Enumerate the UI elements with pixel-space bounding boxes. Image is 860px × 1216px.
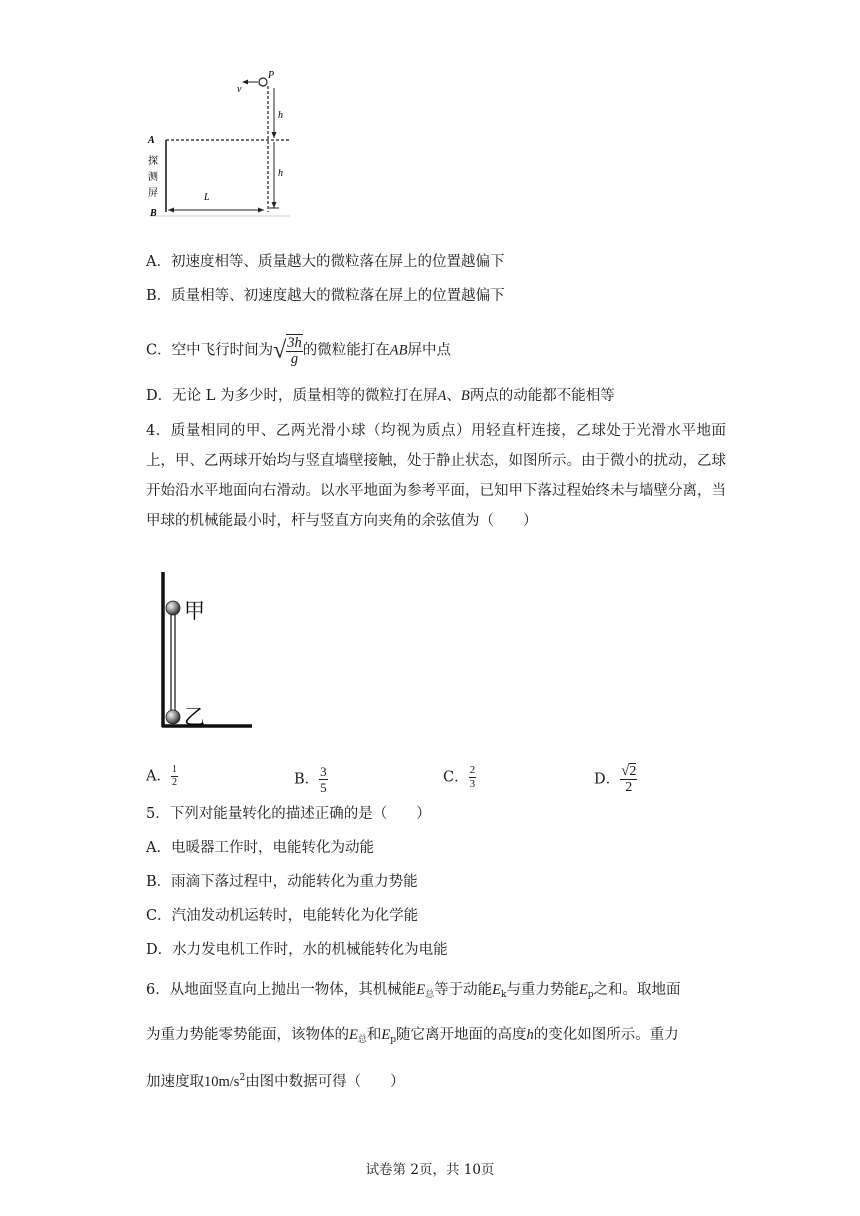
q3-option-c-prefix: C．空中飞行时间为 <box>146 342 274 359</box>
q5-option-a: A．电暖器工作时，电能转化为动能 <box>146 840 374 856</box>
q3-option-d-end: 两点的动能都不能相等 <box>469 388 615 404</box>
screen-char-3: 屏 <box>148 188 158 199</box>
q4-option-d-label: D． <box>594 771 621 788</box>
q3-option-d-sep: 、 <box>446 388 461 404</box>
q6-sub-p-2: p <box>390 1035 396 1045</box>
sqrt-denominator: g <box>290 351 299 367</box>
q3-option-c <box>146 334 451 367</box>
q6-line-1 <box>146 980 681 1005</box>
ball-jia-label: 甲 <box>184 599 205 623</box>
q5-option-b: B．雨滴下落过程中，动能转化为重力势能 <box>146 874 418 890</box>
q4-option-d <box>594 764 637 795</box>
label-h-lower: h <box>278 168 283 179</box>
q3-option-c-suffix: 的微粒能打在 <box>302 342 390 359</box>
label-b: B <box>150 208 157 219</box>
q4-option-a-label: A． <box>146 768 171 785</box>
q4-option-d-num: √2 <box>621 763 637 779</box>
q4-option-b-den: 5 <box>320 780 327 795</box>
q4-option-c-label: C． <box>443 769 469 786</box>
q4-option-b-label: B． <box>294 771 320 788</box>
q6-l3-a: 加速度取 <box>146 1074 204 1090</box>
q4-option-a-num: 1 <box>171 764 177 775</box>
q6-sub-total-2: 总 <box>357 1035 367 1045</box>
q5-stem: 5．下列对能量转化的描述正确的是（ ） <box>146 806 431 822</box>
q4-option-c-den: 3 <box>469 778 476 790</box>
label-v: v <box>237 84 242 95</box>
q3-option-b: B．质量相等、初速度越大的微粒落在屏上的位置越偏下 <box>146 288 505 304</box>
q6-h: h <box>526 1027 534 1043</box>
q4-option-c <box>443 764 476 791</box>
q6-l1-c: 与重力势能 <box>506 982 579 998</box>
q4-option-a <box>146 764 178 789</box>
q6-e-total-2: E <box>349 1027 358 1043</box>
q4-option-d-den: 2 <box>625 780 633 795</box>
q6-sub-total: 总 <box>425 990 435 1000</box>
q6-l2-c: 随它离开地面的高度 <box>396 1027 527 1043</box>
q6-l1-d: 之和。取地面 <box>593 982 681 998</box>
q6-e-total: E <box>416 982 426 998</box>
q4-option-c-num: 2 <box>469 764 476 776</box>
q6-sub-p: p <box>587 990 594 1000</box>
rod-balls-figure <box>152 566 272 736</box>
q6-e-k: E <box>492 982 501 998</box>
ball-yi-label: 乙 <box>184 705 205 729</box>
label-l: L <box>204 192 210 203</box>
label-h-upper: h <box>278 110 283 121</box>
q5-option-c: C．汽油发动机运转时，电能转化为化学能 <box>146 908 419 924</box>
q4-option-d-radicand: 2 <box>629 764 637 779</box>
q3-option-d <box>146 386 615 406</box>
q6-line-3 <box>146 1068 405 1092</box>
q3-option-c-end: 屏中点 <box>407 342 451 359</box>
q3-option-d-prefix: D．无论 L 为多少时，质量相等的微粒打在屏 <box>146 388 438 404</box>
page-footer: 试卷第 2页，共 10页 <box>365 1162 495 1178</box>
sqrt-expression: √ $\frac{3h}{g}$ <box>273 335 302 367</box>
projectile-figure <box>140 70 300 230</box>
q4-stem: 4．质量相同的甲、乙两光滑小球（均视为质点）用轻直杆连接，乙球处于光滑水平地面上，甲、乙两球开始均与竖直墙壁接触，处于静止状态，如图所示。由于微小的扰动，乙球开始沿水平地面向右滑动。以水平地面为参考平面，已知甲下落过程始终未与墙壁分离，当甲球的机械能最小时，杆与竖直方向夹角的余弦值为（ ） <box>146 423 726 529</box>
q6-l1-a: 6．从地面竖直向上抛出一物体，其机械能 <box>146 982 417 998</box>
q6-line-2 <box>146 1025 679 1050</box>
q3-option-d-b: B <box>460 388 470 404</box>
q4-option-b-num: 3 <box>320 764 327 779</box>
q6-l3-b: 由图中数据可得（ ） <box>245 1074 405 1090</box>
label-a: A <box>148 135 155 146</box>
q6-unit: 10m/s <box>204 1074 240 1090</box>
q6-unit-sup: 2 <box>239 1073 246 1083</box>
q4-option-a-den: 2 <box>171 777 177 788</box>
q6-e-p-2: E <box>381 1027 391 1043</box>
q3-option-a: A．初速度相等、质量越大的微粒落在屏上的位置越偏下 <box>146 254 505 270</box>
sqrt-numerator: 3h <box>287 335 302 351</box>
screen-char-1: 探 <box>148 156 158 167</box>
screen-char-2: 测 <box>148 172 158 183</box>
q6-l2-b: 和 <box>366 1027 382 1043</box>
q6-l1-b: 等于动能 <box>434 982 493 998</box>
q3-option-c-ab: AB <box>389 342 408 359</box>
q6-sub-k: k <box>500 990 507 1000</box>
q3-option-d-a: A <box>437 388 447 404</box>
q6-e-p: E <box>578 982 588 998</box>
label-p: P <box>268 70 275 81</box>
q5-option-d: D．水力发电机工作时，水的机械能转化为电能 <box>146 942 448 958</box>
q6-l2-d: 的变化如图所示。重力 <box>533 1027 679 1043</box>
q6-l2-a: 为重力势能零势能面，该物体的 <box>146 1027 349 1043</box>
q4-option-b <box>294 764 328 795</box>
